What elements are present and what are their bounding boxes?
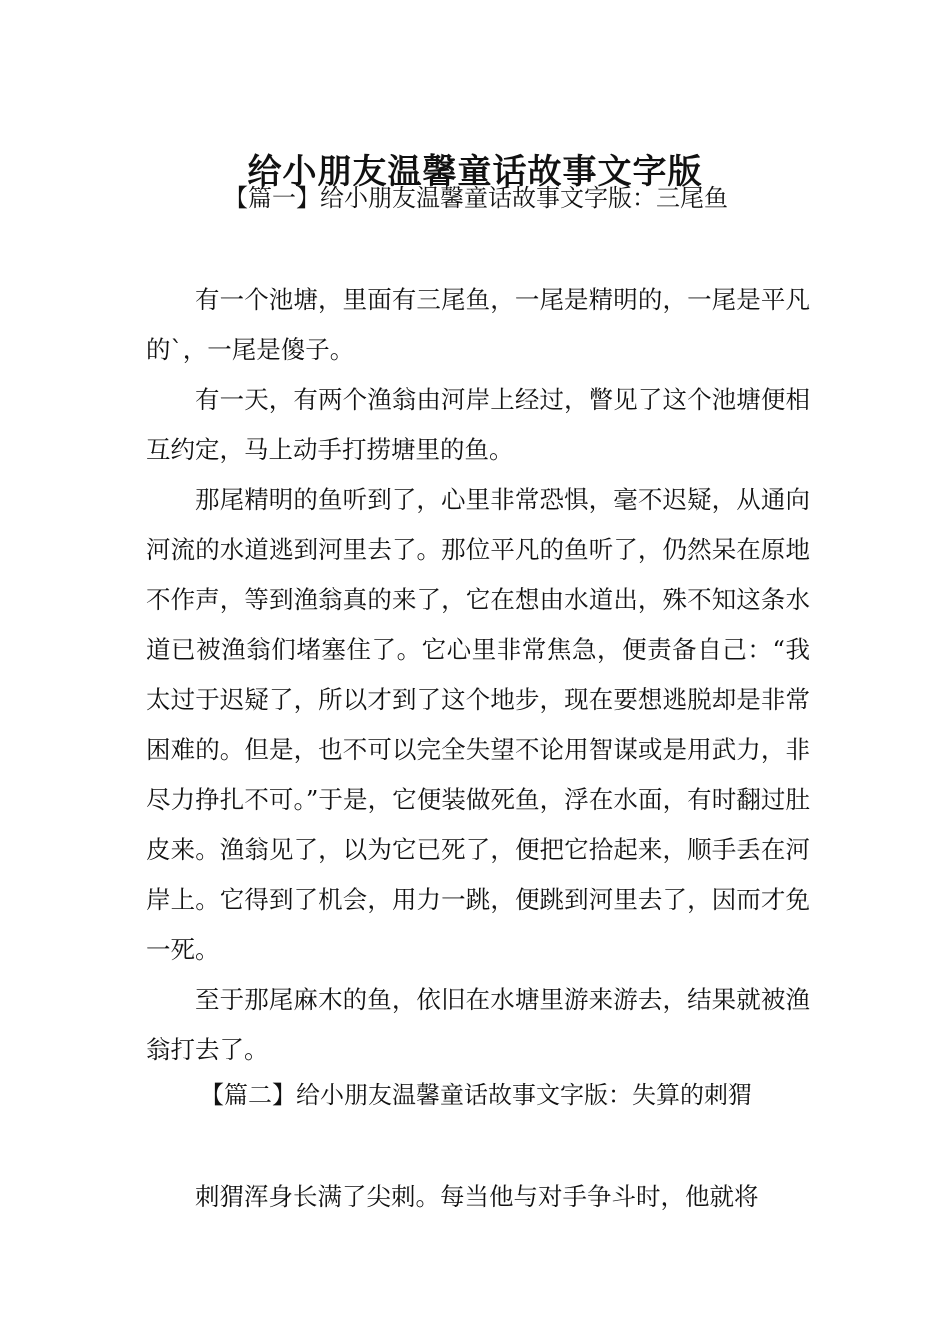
paragraph: 刺猬浑身长满了尖刺。每当他与对手争斗时，他就将 — [195, 1182, 759, 1211]
paragraph: 有一个池塘，里面有三尾鱼，一尾是精明的，一尾是平凡的`，一尾是傻子。 — [146, 285, 810, 364]
paragraph: 有一天，有两个渔翁由河岸上经过，瞥见了这个池塘便相互约定，马上动手打捞塘里的鱼。 — [146, 385, 810, 464]
page-title: 给小朋友温馨童话故事文字版 — [247, 151, 703, 192]
paragraph: 至于那尾麻木的鱼，依旧在水塘里游来游去，结果就被渔翁打去了。 — [146, 985, 810, 1064]
section-heading-1: 【篇一】给小朋友温馨童话故事文字版：三尾鱼 — [224, 184, 728, 212]
section-heading-2: 【篇二】给小朋友温馨童话故事文字版：失算的刺猬 — [200, 1081, 752, 1109]
paragraph: 那尾精明的鱼听到了，心里非常恐惧，毫不迟疑，从通向河流的水道逃到河里去了。那位平凡的鱼听了，仍然呆在原地不作声，等到渔翁真的来了，它在想由水道出，殊不知这条水道已被渔翁们堵塞住了。它心里非常焦急，便责备自己：“我太过于迟疑了，所以才到了这个地步，现在要想逃脱却是非常困难的。但是，也不可以完全失望不论用智谋或是用武力，非尽力挣扎不可。”于是，它便装做死鱼，浮在水面，有时翻过肚皮来。渔翁见了，以为它已死了，便把它拾起来，顺手丢在河岸上。它得到了机会，用力一跳，便跳到河里去了，因而才免一死。 — [146, 485, 810, 964]
